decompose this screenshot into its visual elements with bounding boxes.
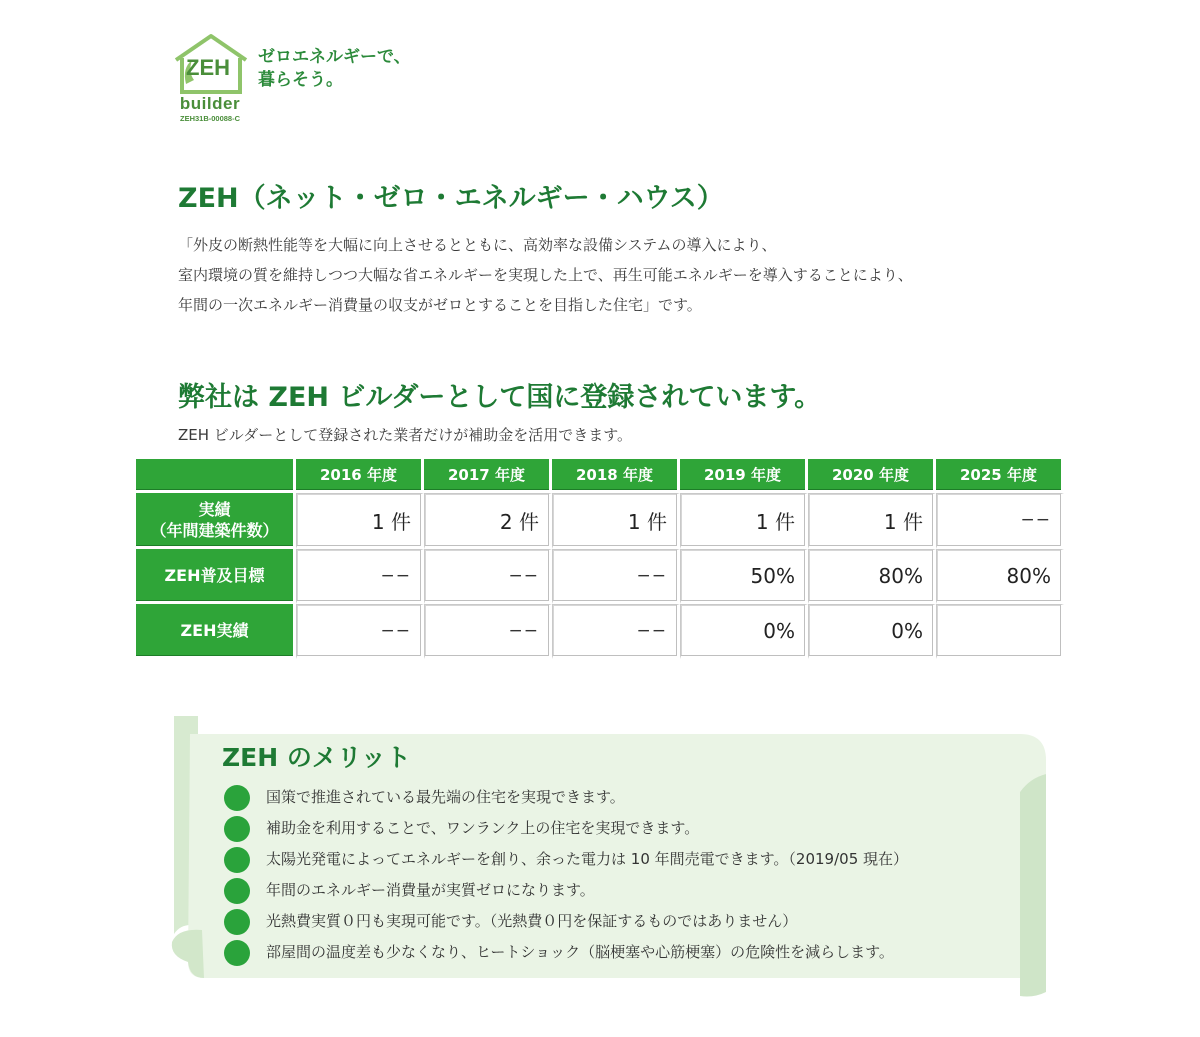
bullet-icon: [224, 940, 250, 966]
definition-line: 室内環境の質を維持しつつ大幅な省エネルギーを実現した上で、再生可能エネルギーを導入することにより、: [178, 266, 913, 284]
bullet-icon: [224, 816, 250, 842]
registration-subtitle: ZEH ビルダーとして登録された業者だけが補助金を活用できます。: [178, 426, 633, 444]
year-header: 2019 年度: [680, 459, 808, 493]
table-cell: −−: [552, 549, 680, 604]
zeh-definition-title: ZEH（ネット・ゼロ・エネルギー・ハウス）: [178, 183, 724, 214]
list-item: [224, 844, 908, 875]
year-header: 2018 年度: [552, 459, 680, 493]
table-row-results: [136, 493, 1064, 549]
table-header-row: [136, 459, 1064, 493]
bullet-icon: [224, 785, 250, 811]
merit-text: 年間のエネルギー消費量が実質ゼロになります。: [266, 881, 595, 899]
table-cell: −−: [552, 604, 680, 659]
table-cell: 1 件: [296, 493, 424, 549]
table-cell: −−: [424, 604, 552, 659]
year-header: 2020 年度: [808, 459, 936, 493]
table-cell: 0%: [808, 604, 936, 659]
row-label-line: 実績: [198, 499, 231, 519]
merit-title: ZEH のメリット: [222, 743, 411, 772]
year-header: 2017 年度: [424, 459, 552, 493]
list-item: [224, 937, 908, 968]
list-item: [224, 782, 908, 813]
zeh-results-table: [136, 459, 1064, 659]
row-label: [136, 493, 296, 549]
merit-list: [224, 782, 908, 968]
slogan-line: 暮らそう。: [258, 70, 343, 90]
definition-line: 「外皮の断熱性能等を大幅に向上させるとともに、高効率な設備システムの導入により、: [178, 236, 777, 254]
table-cell: 80%: [936, 549, 1064, 604]
table-cell: −−: [296, 549, 424, 604]
table-cell: 1 件: [552, 493, 680, 549]
zeh-builder-logo: [170, 32, 252, 124]
row-label: ZEH実績: [136, 604, 296, 659]
table-cell: [936, 604, 1064, 659]
table-cell: 80%: [808, 549, 936, 604]
table-cell: 2 件: [424, 493, 552, 549]
table-row-actual: [136, 604, 1064, 659]
logo-mark-text: ZEH: [186, 55, 230, 80]
slogan: [258, 46, 411, 92]
merit-text: 国策で推進されている最先端の住宅を実現できます。: [266, 788, 625, 806]
logo-code: ZEH31B-00088-C: [179, 114, 241, 123]
logo-word: builder: [179, 94, 241, 113]
merit-text: 部屋間の温度差も少なくなり、ヒートショック（脳梗塞や心筋梗塞）の危険性を減らします。: [266, 943, 894, 961]
merit-text: 光熱費実質０円も実現可能です。（光熱費０円を保証するものではありません）: [266, 912, 798, 930]
table-cell: −−: [936, 493, 1064, 549]
table-row-target: [136, 549, 1064, 604]
year-header: 2016 年度: [296, 459, 424, 493]
table-cell: −−: [296, 604, 424, 659]
table-corner-cell: [136, 459, 296, 493]
merit-text: 太陽光発電によってエネルギーを創り、余った電力は 10 年間売電できます。（2019/05 現在）: [266, 850, 909, 868]
table-cell: −−: [424, 549, 552, 604]
list-item: [224, 875, 908, 906]
merit-text: 補助金を利用することで、ワンランク上の住宅を実現できます。: [266, 819, 700, 837]
bullet-icon: [224, 878, 250, 904]
list-item: [224, 906, 908, 937]
table-cell: 1 件: [680, 493, 808, 549]
bullet-icon: [224, 909, 250, 935]
table-cell: 0%: [680, 604, 808, 659]
slogan-line: ゼロエネルギーで、: [258, 47, 411, 67]
year-header: 2025 年度: [936, 459, 1064, 493]
table-cell: 1 件: [808, 493, 936, 549]
bullet-icon: [224, 847, 250, 873]
list-item: [224, 813, 908, 844]
definition-line: 年間の一次エネルギー消費量の収支がゼロとすることを目指した住宅」です。: [178, 296, 702, 314]
row-label-line: （年間建築件数）: [150, 520, 279, 540]
table-cell: 50%: [680, 549, 808, 604]
registration-title: 弊社は ZEH ビルダーとして国に登録されています。: [178, 382, 822, 413]
zeh-definition-text: [178, 230, 1078, 320]
row-label: ZEH普及目標: [136, 549, 296, 604]
